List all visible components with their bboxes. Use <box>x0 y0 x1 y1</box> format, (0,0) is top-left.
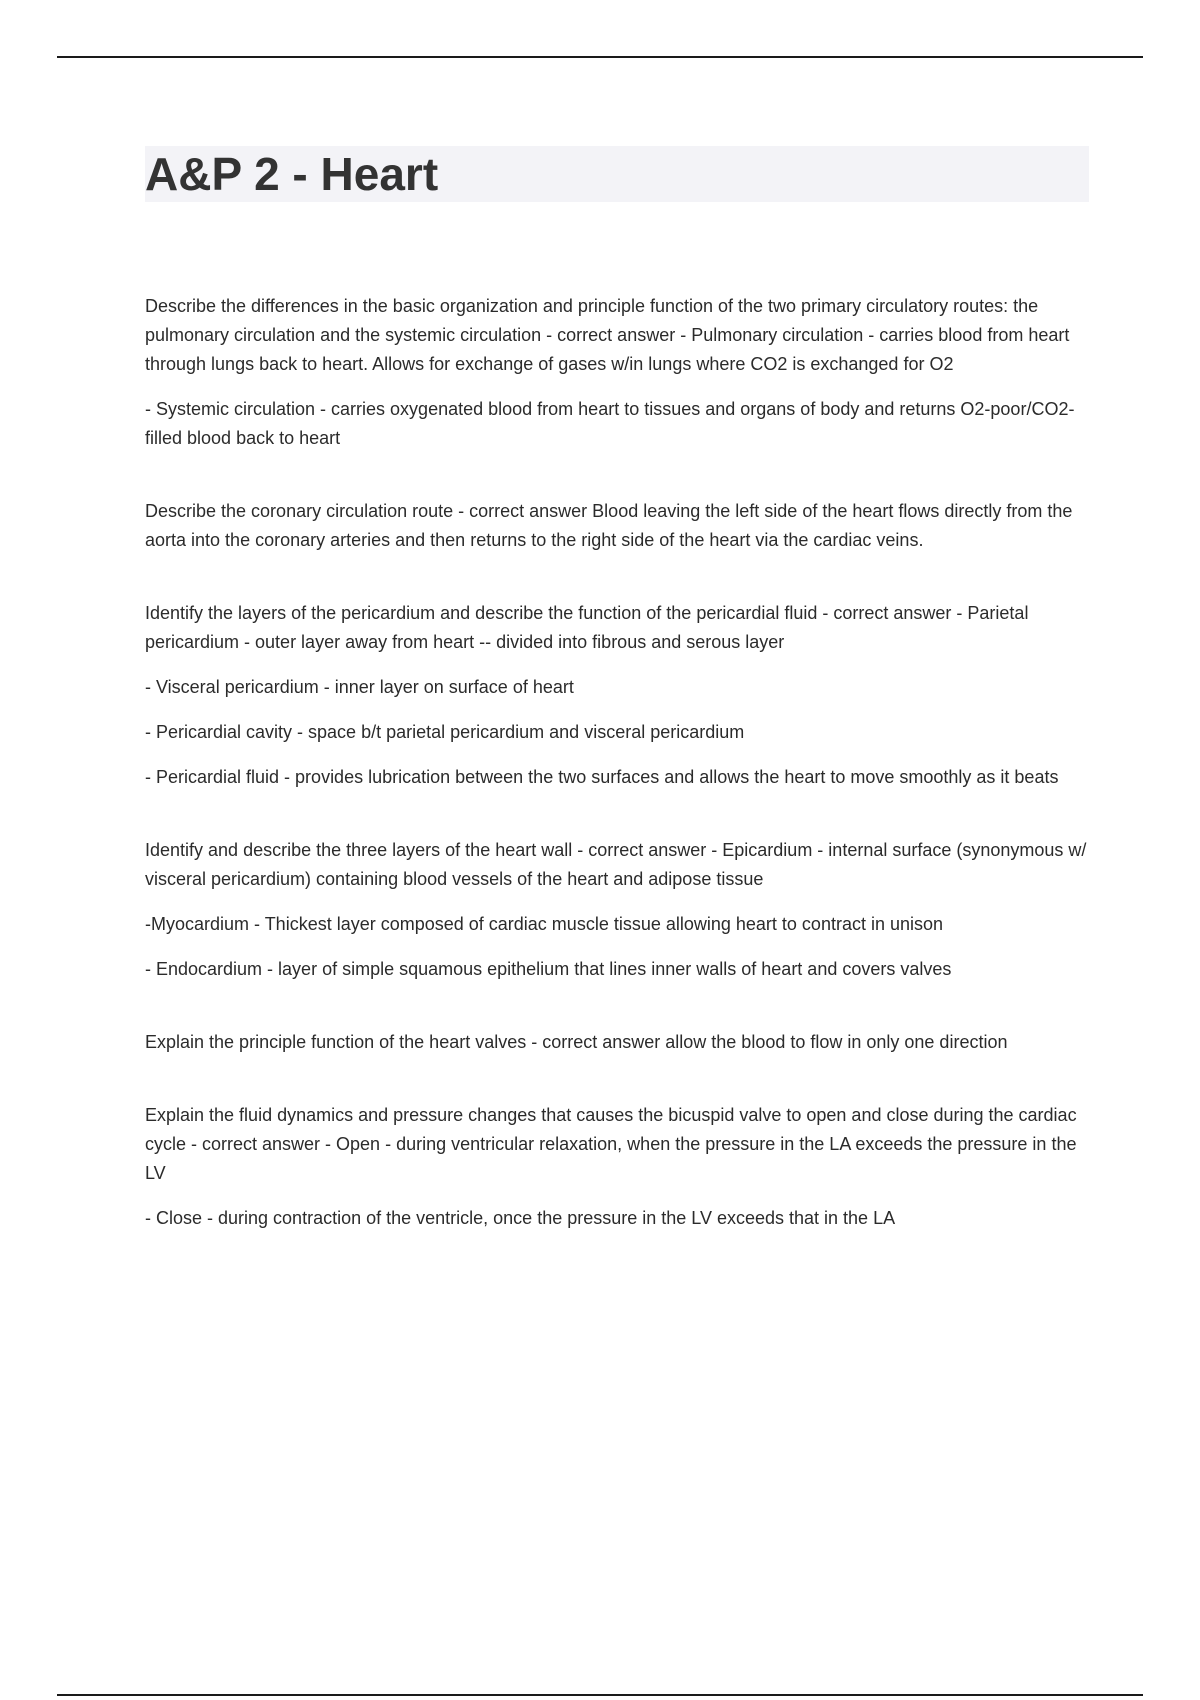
question-answer-text: Describe the differences in the basic organization and principle function of the two primary circulatory routes: the pulmonary circulation and the systemic circulation - correct answer - Pulmonary circulation - carries blood from heart through lungs back to heart. Allows for exchange of gases w/in lungs where CO2 is exchanged for O2 <box>145 296 1070 374</box>
flashcard-list <box>145 292 1089 1277</box>
flashcard <box>145 599 1089 792</box>
flashcard <box>145 1101 1089 1233</box>
answer-detail-text: - Pericardial cavity - space b/t parietal pericardium and visceral pericardium <box>145 722 745 742</box>
question-answer-text: Identify the layers of the pericardium and describe the function of the pericardial fluid - correct answer - Parietal pericardium - outer layer away from heart -- divided into fibrous and serous layer <box>145 603 1029 652</box>
top-divider <box>57 56 1143 58</box>
answer-detail-text: -Myocardium - Thickest layer composed of cardiac muscle tissue allowing heart to contract in unison <box>145 914 944 934</box>
question-answer-text: Describe the coronary circulation route - correct answer Blood leaving the left side of the heart flows directly from the aorta into the coronary arteries and then returns to the right side of the heart via the cardiac veins. <box>145 501 1073 550</box>
question-answer-text: Identify and describe the three layers of the heart wall - correct answer - Epicardium - internal surface (synonymous w/ visceral pericardium) containing blood vessels of the heart and adipose tissue <box>145 840 1087 889</box>
question-answer-text: Explain the principle function of the heart valves - correct answer allow the blood to flow in only one direction <box>145 1032 1008 1052</box>
flashcard <box>145 292 1089 453</box>
flashcard <box>145 1028 1089 1057</box>
answer-detail-text: - Systemic circulation - carries oxygenated blood from heart to tissues and organs of body and returns O2-poor/CO2-filled blood back to heart <box>145 399 1075 448</box>
answer-detail-text: - Endocardium - layer of simple squamous epithelium that lines inner walls of heart and covers valves <box>145 959 952 979</box>
question-answer-text: Explain the fluid dynamics and pressure changes that causes the bicuspid valve to open and close during the cardiac cycle - correct answer - Open - during ventricular relaxation, when the pressure in the LA exceeds the pressure in the LV <box>145 1105 1077 1183</box>
answer-detail-text: - Visceral pericardium - inner layer on surface of heart <box>145 677 574 697</box>
flashcard <box>145 497 1089 555</box>
answer-detail-text: - Close - during contraction of the ventricle, once the pressure in the LV exceeds that in the LA <box>145 1208 896 1228</box>
answer-detail-text: - Pericardial fluid - provides lubrication between the two surfaces and allows the heart to move smoothly as it beats <box>145 767 1059 787</box>
flashcard <box>145 836 1089 984</box>
bottom-divider <box>57 1694 1143 1696</box>
page-title: A&P 2 - Heart <box>145 148 439 200</box>
